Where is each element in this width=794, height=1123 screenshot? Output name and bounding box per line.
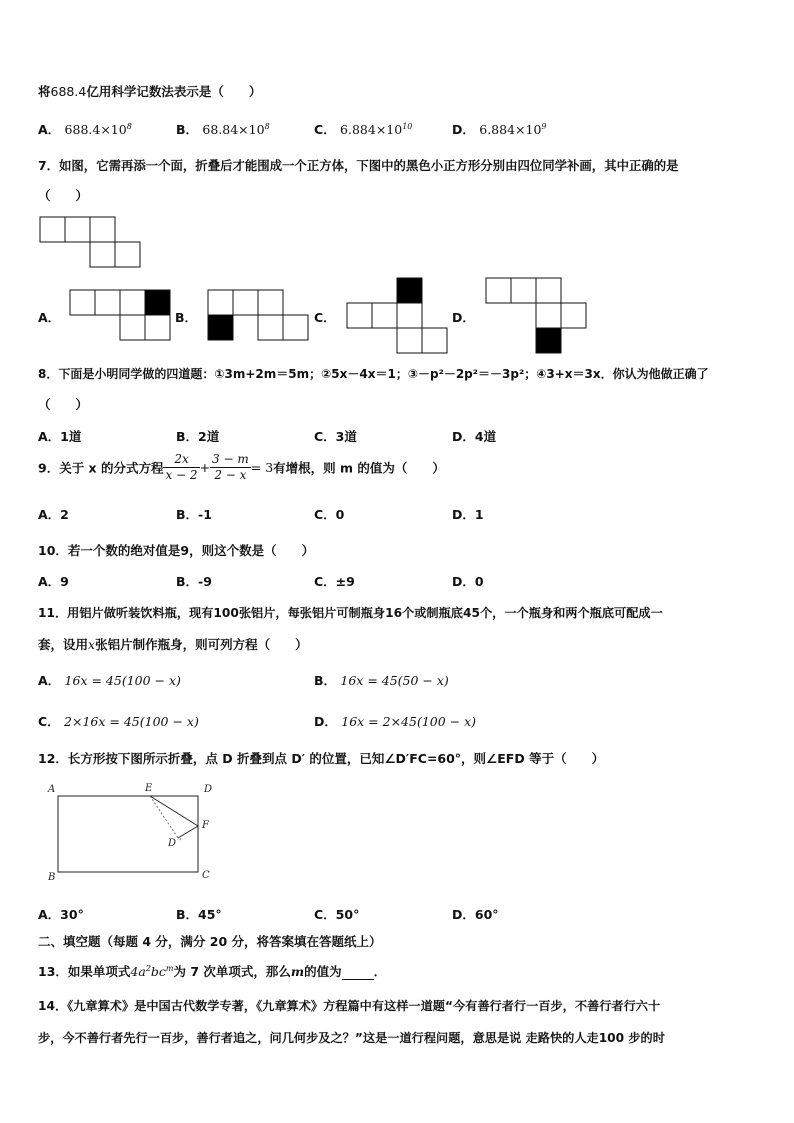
option-exponent: 10 [402,122,413,131]
q13-monomial [130,964,173,979]
q11-stem-line2-post: 张铝片制作瓶身，则可列方程（ ） [95,637,308,652]
q7-option-b-label[interactable]: B． [175,310,198,325]
q12-label-a: A [48,784,56,795]
q13-stem-post: 的值为 [304,964,342,979]
q7-option-a-label[interactable]: A． [38,310,61,325]
option-letter: D． [452,122,475,137]
q12-option-b[interactable]: B．45° [176,907,222,922]
q13-variable-m: m [290,964,305,979]
q9-equals-three: = 3 [250,460,274,475]
fraction-denominator: x − 2 [165,468,198,482]
q9-option-b[interactable]: B．-1 [176,507,212,522]
option-letter: B． [176,122,199,137]
q11-stem-line2 [38,635,308,653]
q13-stem [38,962,386,980]
option-letter: A． [38,122,61,137]
q11-option-a[interactable] [38,671,181,689]
q13-answer-blank[interactable] [342,967,374,980]
option-mantissa: 6.884×10 [479,122,542,137]
q13-stem-pre: 13．如果单项式 [38,964,131,979]
q12-folded-rectangle-figure [58,796,200,874]
q12-stem: 12．长方形按下图所示折叠，点 D 折叠到点 D′ 的位置，已知∠D′FC=60°，则∠EFD 等于（ ） [38,751,605,766]
q8-option-a[interactable]: A．1道 [38,429,82,444]
q9-plus-sign: + [199,460,211,475]
option-exponent: 9 [541,122,547,131]
q9-option-d[interactable]: D．1 [452,507,484,522]
fraction-numerator: 2x [163,452,199,468]
option-mantissa: 688.4×10 [64,122,127,137]
q13-stem-mid: 为 7 次单项式，那么 [173,964,291,979]
q10-option-c[interactable]: C．±9 [314,574,355,589]
q12-label-c: C [202,870,210,881]
option-mantissa: 6.884×10 [340,122,403,137]
q7-option-d-net[interactable] [486,278,588,355]
q11-variable-x: x [88,637,96,652]
q12-label-d: D [204,784,213,795]
option-letter: A． [38,673,61,688]
q8-stem-line2: （ ） [38,397,89,412]
option-equation: 2×16x = 45(100 − x) [64,714,199,729]
option-letter: D． [314,714,337,729]
monomial-coefficient: 4a [130,964,146,979]
q9-fraction-2 [210,452,251,483]
q11-stem-line2-pre: 套，设用 [38,637,89,652]
option-mantissa: 68.84×10 [202,122,265,137]
monomial-exponent-m: m [165,964,174,973]
q6-stem-post: 亿用科学记数法表示是（ ） [86,84,262,99]
option-equation: 16x = 45(50 − x) [340,673,449,688]
option-exponent: 8 [126,122,132,131]
q9-stem [38,452,445,483]
q9-option-c[interactable]: C．0 [314,507,345,522]
q9-option-a[interactable]: A．2 [38,507,69,522]
q11-stem-line1: 11．用铝片做听装饮料瓶，现有100张铝片，每张铝片可制瓶身16个或制瓶底45个，一个瓶身和两个瓶底可配成一 [38,606,663,620]
q6-option-c[interactable] [314,120,412,138]
q7-option-b-net[interactable] [208,290,310,342]
monomial-variables: bc [150,964,166,979]
option-exponent: 8 [264,122,270,131]
q12-option-d[interactable]: D．60° [452,907,499,922]
q8-option-c[interactable]: C．3道 [314,429,357,444]
q7-option-c-net[interactable] [347,278,449,355]
option-letter: B． [314,673,337,688]
option-equation: 16x = 2×45(100 − x) [341,714,477,729]
q6-option-d[interactable] [452,120,547,138]
q7-stem-line1: 7．如图，它需再添一个面，折叠后才能围成一个正方体，下图中的黑色小正方形分别由四位同学补画，其中正确的是 [38,158,679,173]
q12-label-d-prime: D ′ [168,838,182,849]
q12-option-a[interactable]: A．30° [38,907,84,922]
monomial-exponent: 2 [145,964,151,973]
q14-line2: 步，今不善行者先行一百步，善行者追之，问几何步及之？”这是一道行程问题，意思是说 走路快的人走100 步的时 [38,1031,665,1045]
q12-label-f: F [202,820,209,831]
option-letter: C． [314,122,336,137]
q6-stem-number: 688.4 [50,84,87,99]
q8-option-b[interactable]: B．2道 [176,429,220,444]
q10-stem: 10．若一个数的绝对值是9，则这个数是（ ） [38,543,315,558]
q6-stem-pre: 将 [38,84,51,99]
q7-given-net [40,217,142,269]
q8-stem-line1: 8．下面是小明同学做的四道题：①3m+2m＝5m；②5x－4x＝1；③－p²－2p²＝－3p²；④3+x＝3x．你认为他做正确了 [38,367,709,381]
q6-stem [38,82,261,100]
q14-line1: 14．《九章算术》是中国古代数学专著，《九章算术》方程篇中有这样一道题“今有善行者行一百步，不善行者行六十 [38,999,661,1013]
fraction-numerator: 3 − m [212,452,249,466]
q7-stem-line2: （ ） [38,188,89,203]
q7-option-c-label[interactable]: C． [314,310,336,325]
fraction-denominator: 2 − x [214,468,247,482]
q9-stem-pre: 9．关于 x 的分式方程 [38,460,164,476]
q10-option-d[interactable]: D．0 [452,574,484,589]
q12-label-e: E [145,783,153,794]
q13-stem-end: ． [373,964,387,979]
option-equation: 16x = 45(100 − x) [64,673,181,688]
q8-option-d[interactable]: D．4道 [452,429,497,444]
q12-label-b: B [48,872,56,883]
q6-option-a[interactable] [38,120,132,138]
q12-option-c[interactable]: C．50° [314,907,360,922]
q7-option-a-net[interactable] [70,290,172,342]
q6-option-b[interactable] [176,120,270,138]
q9-stem-post: 有增根，则 m 的值为（ ） [273,460,445,476]
q7-option-d-label[interactable]: D． [452,310,475,325]
q9-fraction-1 [163,452,199,483]
q11-option-d[interactable] [314,712,476,730]
q11-option-b[interactable] [314,671,449,689]
q10-option-a[interactable]: A．9 [38,574,69,589]
section-heading-fill-in: 二、填空题（每题 4 分，满分 20 分，将答案填在答题纸上） [38,934,382,949]
q10-option-b[interactable]: B．-9 [176,574,212,589]
q11-option-c[interactable] [38,712,199,730]
option-letter: C． [38,714,60,729]
